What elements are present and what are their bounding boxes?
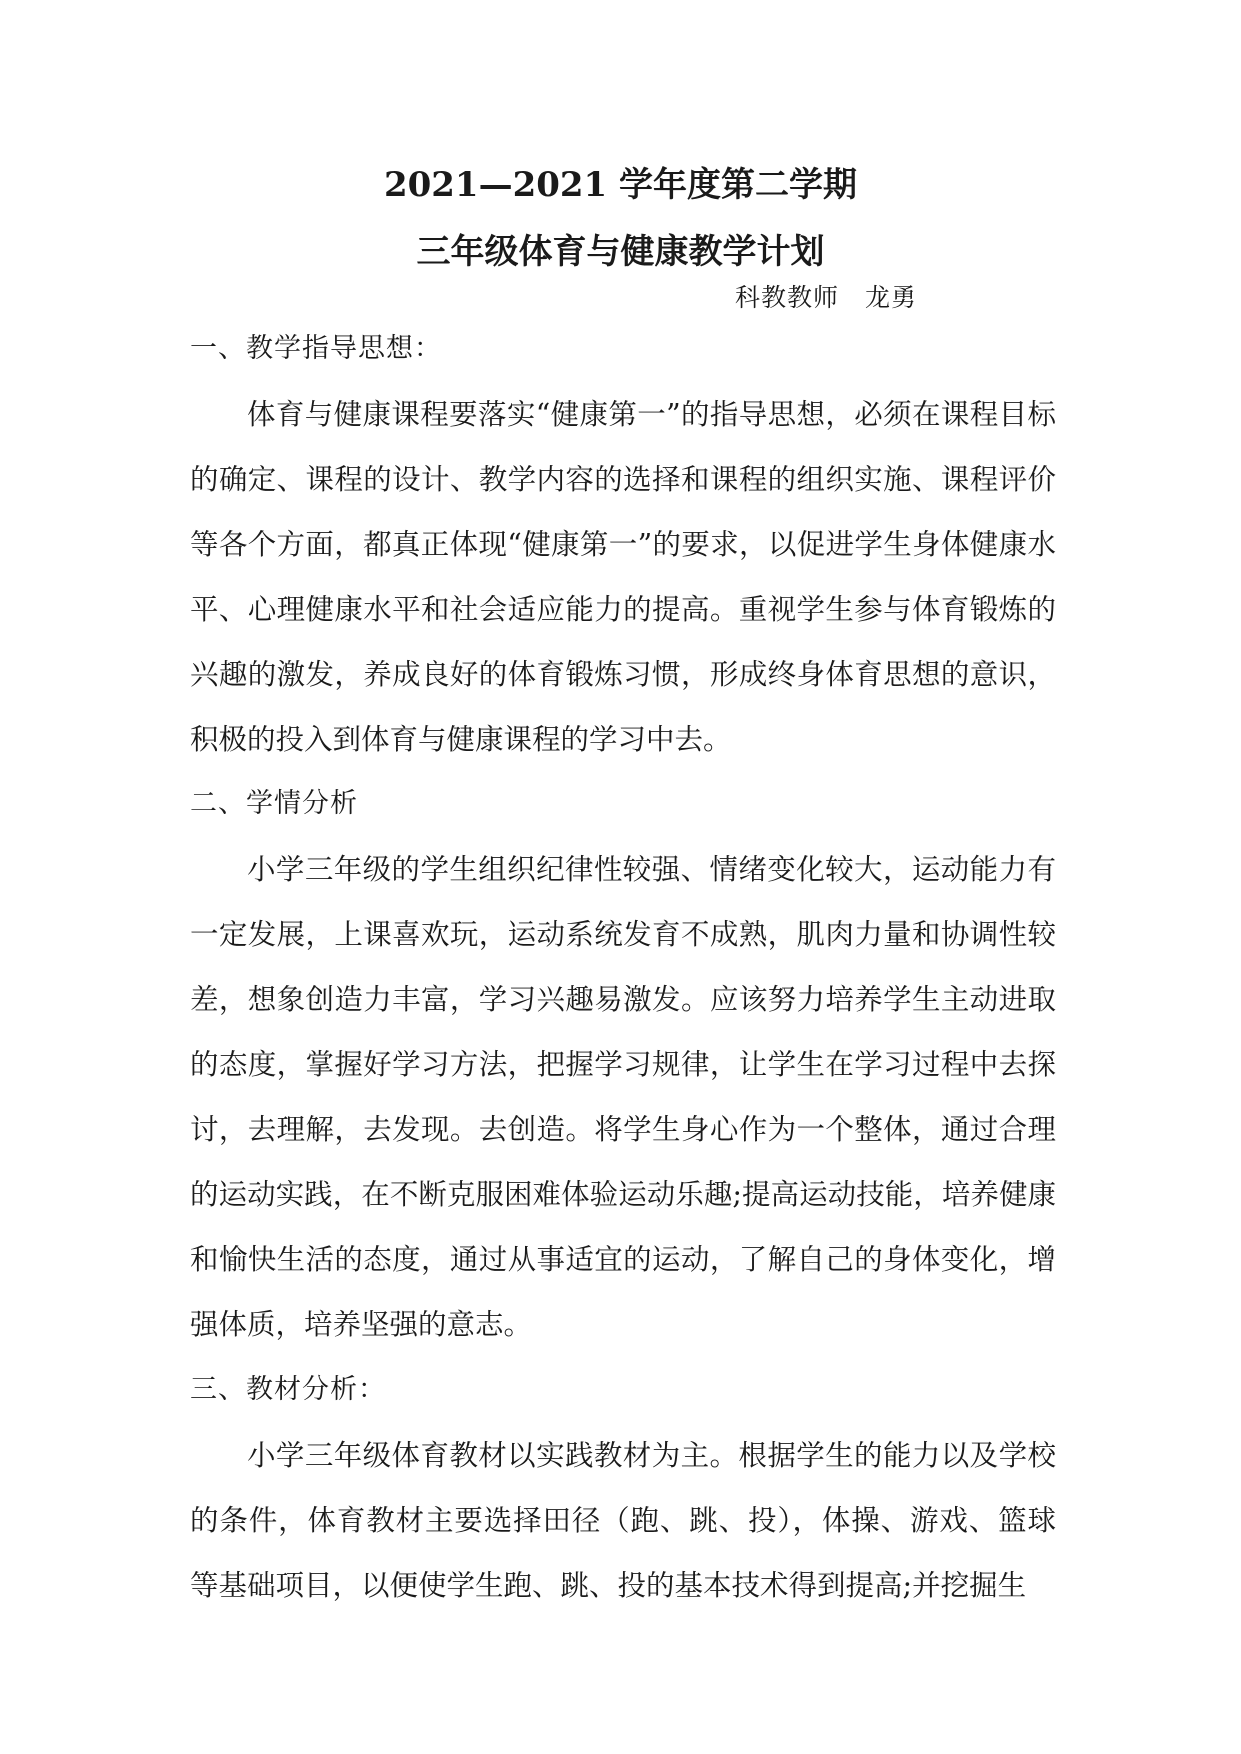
section-heading-guiding-thought: 一、教学指导思想： [190, 333, 442, 364]
document-title-line1: 2021—2021 学年度第二学期 [383, 165, 858, 205]
document-title-line2: 三年级体育与健康教学计划 [416, 232, 825, 272]
section-paragraph-student-analysis: 小学三年级的学生组织纪律性较强、情绪变化较大，运动能力有一定发展，上课喜欢玩，运动系统发育不成熟，肌肉力量和协调性较差，想象创造力丰富，学习兴趣易激发。应该努力培养学生主动进取的态度，掌握好学习方法，把握学习规律，让学生在学习过程中去探讨，去理解，去发现。去创造。将学生身心作为一个整体，通过合理的运动实践，在不断克服困难体验运动乐趣;提高运动技能，培养健康和愉快生活的态度，通过从事适宜的运动，了解自己的身体变化，增强体质，培养坚强的意志。 [190, 853, 1056, 1341]
section-heading-textbook-analysis: 三、教材分析： [190, 1374, 386, 1405]
section-paragraph-guiding-thought: 体育与健康课程要落实“健康第一”的指导思想，必须在课程目标的确定、课程的设计、教学内容的选择和课程的组织实施、课程评价等各个方面，都真正体现“健康第一”的要求，以促进学生身体健康水平、心理健康水平和社会适应能力的提高。重视学生参与体育锻炼的兴趣的激发，养成良好的体育锻炼习惯，形成终身体育思想的意识，积极的投入到体育与健康课程的学习中去。 [190, 398, 1056, 756]
section-paragraph-textbook-analysis: 小学三年级体育教材以实践教材为主。根据学生的能力以及学校的条件，体育教材主要选择田径（跑、跳、投），体操、游戏、篮球等基础项目，以便使学生跑、跳、投的基本技术得到提高;并挖掘生 [190, 1439, 1056, 1602]
author-line: 科教教师 龙勇 [735, 283, 918, 312]
section-heading-student-analysis: 二、学情分析 [190, 788, 358, 819]
